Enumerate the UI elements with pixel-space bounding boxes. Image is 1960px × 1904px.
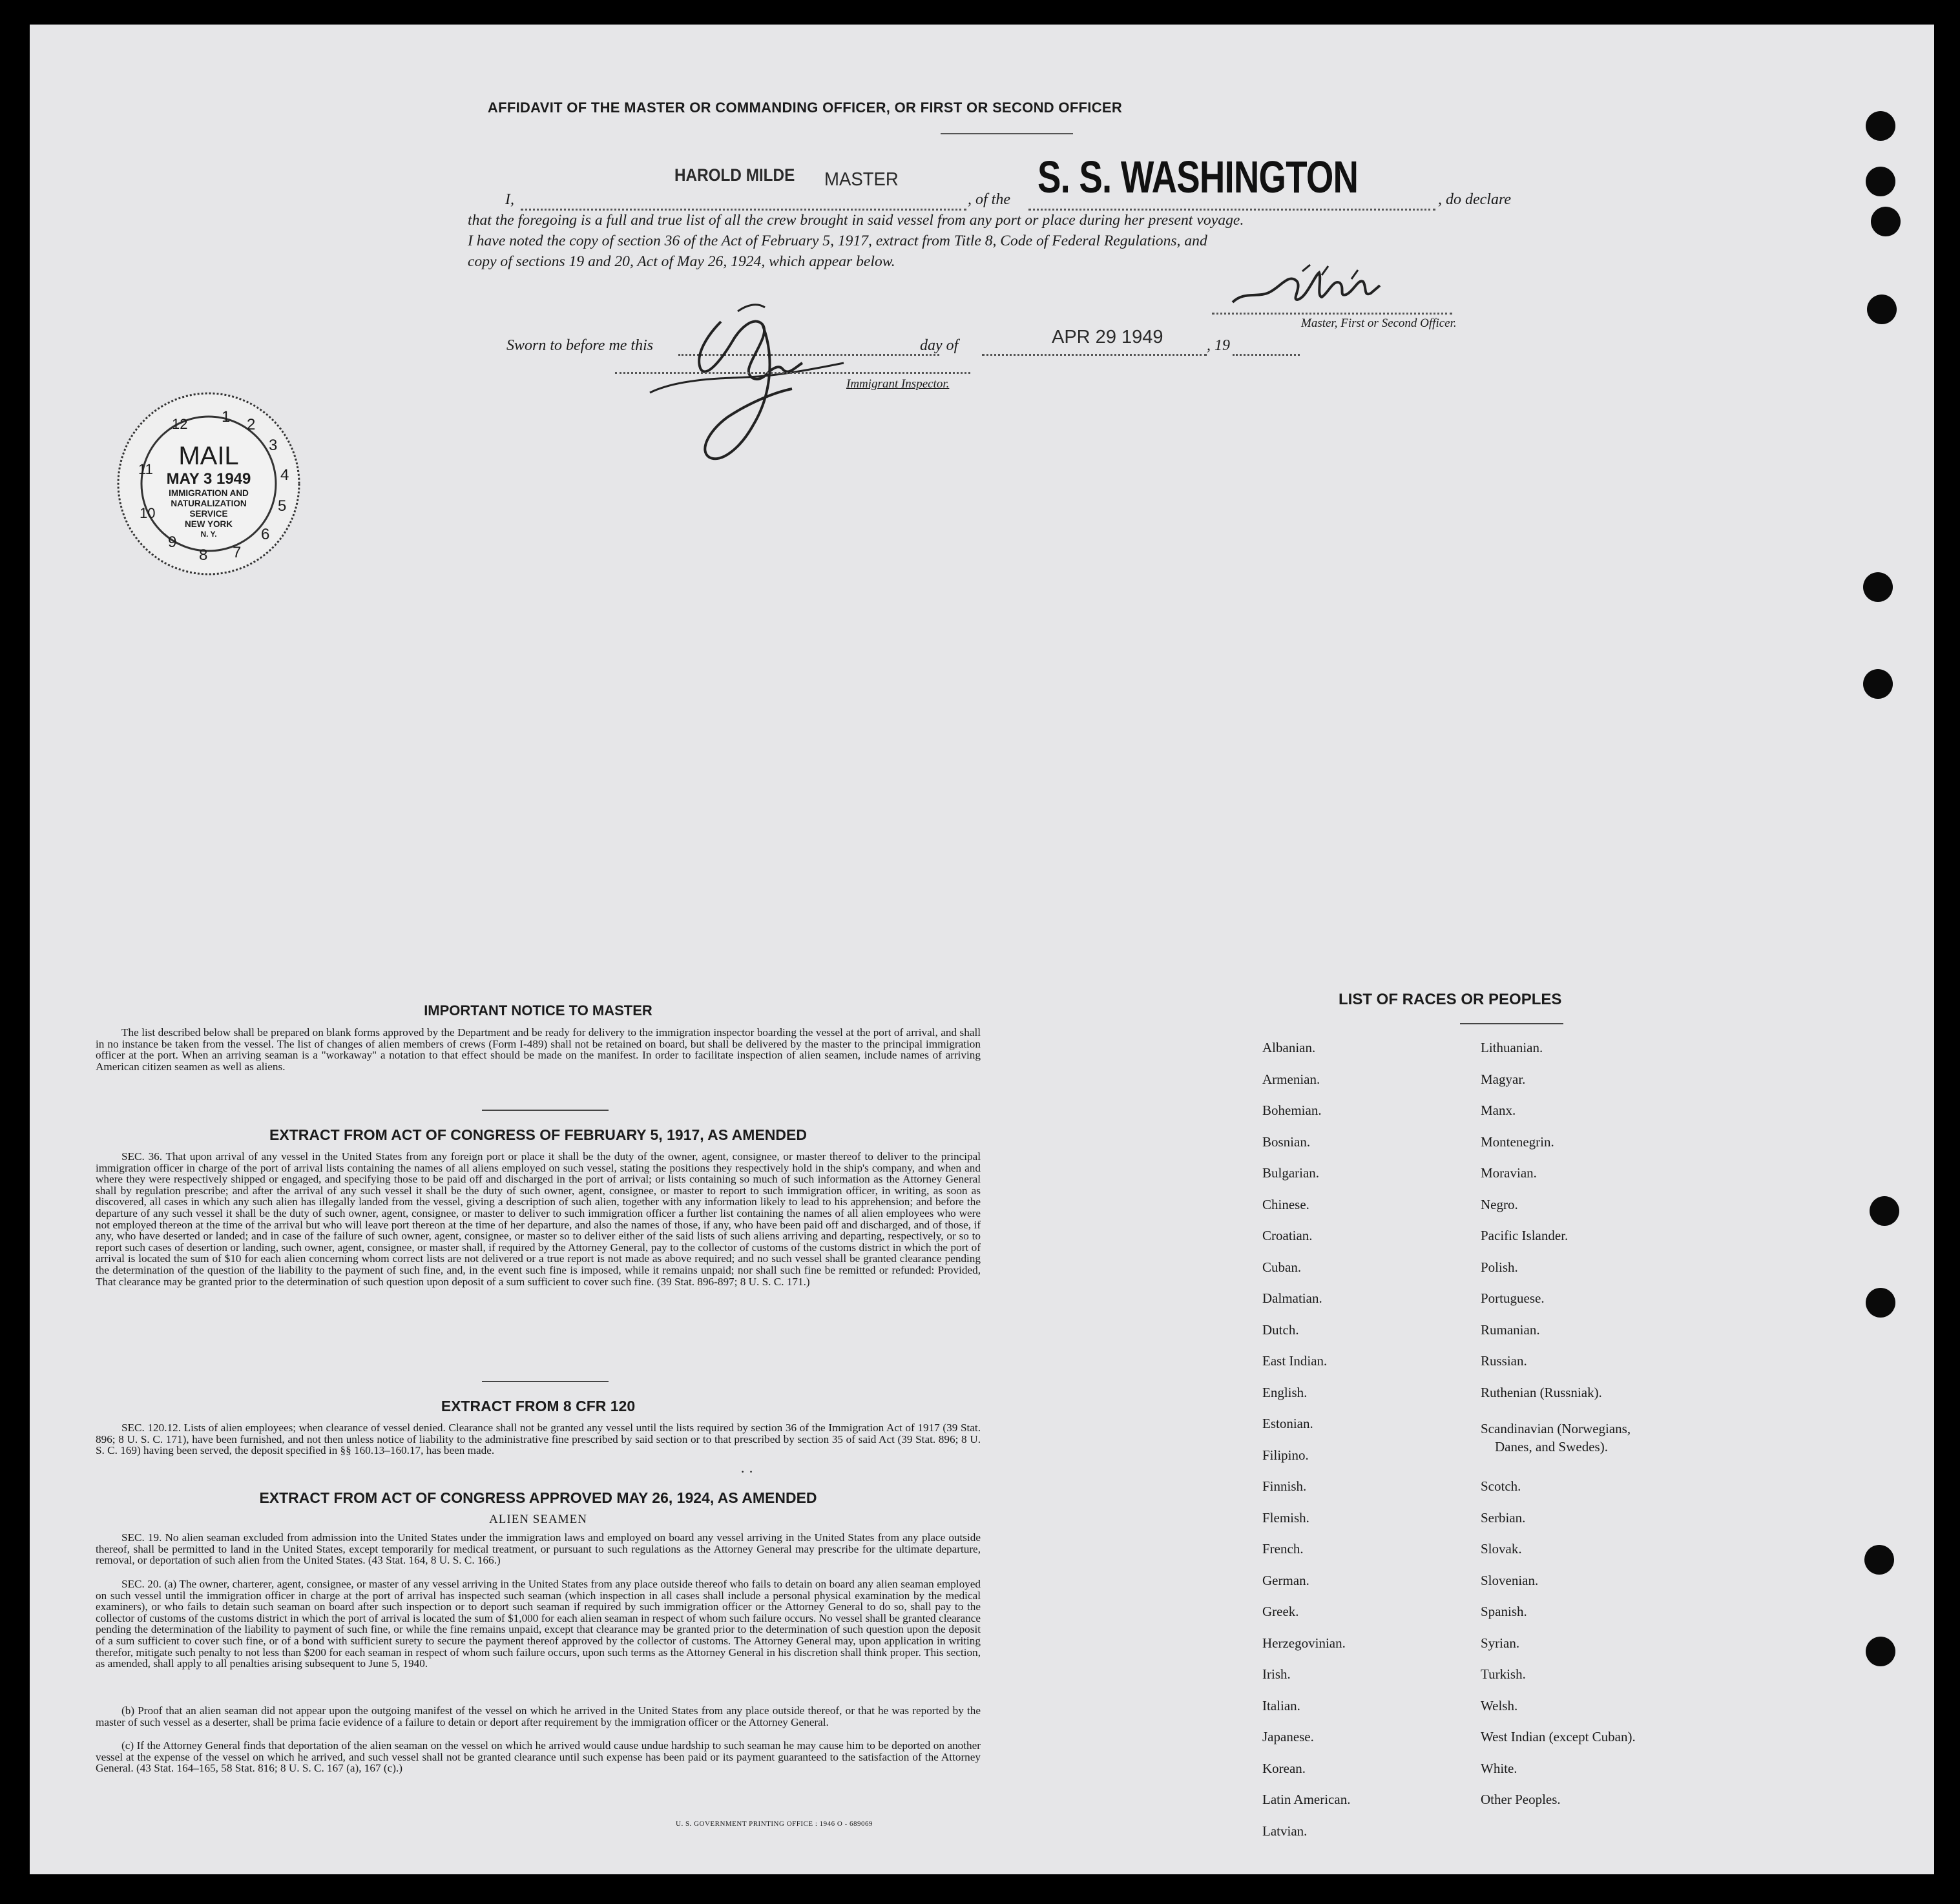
mail-received-stamp <box>115 390 302 577</box>
document-sheet <box>30 25 1934 1874</box>
race-item: Korean. <box>1262 1760 1306 1776</box>
stamp-ring-1: 1 <box>222 408 231 426</box>
stamp-ring-10: 10 <box>140 505 156 521</box>
stamp-ring-6: 6 <box>261 526 270 543</box>
notice-text: The list described below shall be prepared on blank forms approved by the Department and be ready for delivery to the immigration inspector boarding the vessel at the port of arrival, and shall in no instance be taken from the vessel. The list of changes of alien members of crews (Form I-489) shall not be retained on board, but shall be delivered by the master to the principal immigration officer at the port. When an arriving seaman is a "workaway" a notation to that effect should be made on the manifest. In order to facilitate inspection of alien seamen, include names of arriving American citizen seamen as well as aliens. <box>96 1026 981 1073</box>
race-item: Albanian. <box>1262 1040 1316 1055</box>
extract-1924-title: EXTRACT FROM ACT OF CONGRESS APPROVED MAY 26, 1924, AS AMENDED <box>259 1489 817 1506</box>
races-title: LIST OF RACES OR PEOPLES <box>1339 991 1562 1008</box>
race-item: Japanese. <box>1262 1729 1314 1744</box>
punch-hole <box>1863 669 1893 699</box>
races-divider <box>1460 1023 1563 1024</box>
stamp-ring-3: 3 <box>269 437 278 454</box>
race-item: Latvian. <box>1262 1823 1308 1839</box>
race-item: Dalmatian. <box>1262 1290 1322 1306</box>
race-item: English. <box>1262 1384 1308 1400</box>
extract-cfr-dots: · · <box>740 1464 754 1480</box>
date-line <box>982 354 1207 356</box>
race-item: Filipino. <box>1262 1447 1309 1463</box>
race-item: Magyar. <box>1481 1071 1526 1087</box>
races-left-column <box>1262 1040 1350 1854</box>
notice-title: IMPORTANT NOTICE TO MASTER <box>424 1002 652 1019</box>
race-item: Welsh. <box>1481 1697 1518 1713</box>
name-underline-top <box>941 133 1073 134</box>
stamp-ring-4: 4 <box>280 466 289 484</box>
race-item: Greek. <box>1262 1604 1299 1619</box>
stamp-title: MAIL <box>178 442 239 470</box>
vessel-name: S. S. WASHINGTON <box>1037 152 1359 202</box>
race-item: Cuban. <box>1262 1259 1302 1275</box>
extract-1924-sec20b: (b) Proof that an alien seaman did not appear upon the outgoing manifest of the vessel on which he arrived in the United States from any place outside thereof, or that he was reported by the master of such vessel as a deserter, shall be prima facie evidence of a failure to detain or deport after requirement by the immigration officer or the Attorney General. <box>96 1704 981 1728</box>
race-item: Portuguese. <box>1481 1290 1545 1306</box>
extract-1924-sec20a: SEC. 20. (a) The owner, charterer, agent, consignee, or master of any vessel arriving in the United States from any place outside thereof who fails to detain on board any alien seaman employed on such vessel until the immigration officer in charge at the port of arrival has inspected such seaman (which inspection in all cases shall include a personal physical examination by the medical examiners), or who fails to detain such seaman on board after such inspection or to deport such seaman if required by such immigration officer or the Attorney General to do so, shall pay to the collector of customs of the customs district in which the port of arrival is located the sum of $1,000 for each alien seaman in respect of whom such failure occurs. No vessel shall be granted clearance pending the determination of the liability to payment of such fine, or while the fine remains unpaid, except that clearance may be granted prior to the determination of such question upon the deposit of a sum sufficient to cover such fine, or of a bond with sufficient surety to secure the payment thereof approved by the collector of customs. The Attorney General may, upon application in writing therefor, mitigate such penalty to not less than $200 for each seaman in respect of whom such failure occurs, upon such terms as the Attorney General in his discretion shall think proper. This section, as amended, shall apply to all penalties arising subsequent to June 5, 1940. <box>96 1578 981 1670</box>
race-item: Scotch. <box>1481 1478 1521 1494</box>
printing-office-footer: U. S. GOVERNMENT PRINTING OFFICE : 1946 O - 689069 <box>676 1820 873 1828</box>
punch-hole <box>1863 572 1893 602</box>
stamp-ring-7: 7 <box>233 544 242 561</box>
race-item: Spanish. <box>1481 1604 1527 1619</box>
year-prefix: , 19 <box>1207 337 1230 354</box>
master-caption: Master, First or Second Officer. <box>1301 316 1457 330</box>
stamp-ring-5: 5 <box>278 497 287 515</box>
stamp-ring-8: 8 <box>199 546 208 564</box>
punch-hole <box>1871 207 1901 236</box>
punch-hole <box>1867 295 1897 324</box>
extract-1924-sec20c: (c) If the Attorney General finds that deportation of the alien seaman on the vessel on which he arrived would cause undue hardship to such seaman he may cause him to be deported on another vessel at the expense of the vessel on which he arrived, and such vessel shall not be granted clearance until such expense has been paid or its payment guaranteed to the satisfaction of the Attorney General. (43 Stat. 164–165, 58 Stat. 816; 8 U. S. C. 167 (a), 167 (c).) <box>96 1739 981 1775</box>
race-item: Turkish. <box>1481 1666 1526 1682</box>
extract-cfr-title: EXTRACT FROM 8 CFR 120 <box>441 1398 636 1414</box>
inspector-caption: Immigrant Inspector. <box>846 377 950 391</box>
officer-name-line <box>521 209 966 211</box>
stamp-ring-9: 9 <box>168 533 177 551</box>
extract-1924-sec19: SEC. 19. No alien seaman excluded from admission into the United States under the immigration laws and employed on board any vessel arriving in the United States from any place outside thereof, shall be permitted to land in the United States, except temporarily for medical treatment, or pursuant to such regulations as the Attorney General may prescribe for the ultimate departure, removal, or deportation of such alien from the United States. (43 Stat. 164, 8 U. S. C. 166.) <box>96 1531 981 1567</box>
race-item: Latin American. <box>1262 1792 1351 1807</box>
race-item: Montenegrin. <box>1481 1133 1554 1150</box>
notice-divider <box>482 1110 609 1111</box>
race-item: German. <box>1262 1572 1309 1588</box>
race-item: Dutch. <box>1262 1321 1299 1338</box>
stamp-ring-11: 11 <box>138 461 153 477</box>
stamp-ring-12: 12 <box>172 416 188 432</box>
sworn-label: Sworn to before me this <box>506 337 654 354</box>
punch-hole <box>1866 1637 1895 1666</box>
race-item: West Indian (except Cuban). <box>1481 1729 1636 1744</box>
race-item: Italian. <box>1262 1697 1300 1713</box>
race-item: Moravian. <box>1481 1165 1537 1181</box>
of-the-label: , of the <box>968 191 1010 208</box>
race-item: Slovenian. <box>1481 1572 1539 1588</box>
affidavit-heading: AFFIDAVIT OF THE MASTER OR COMMANDING OFFICER, OR FIRST OR SECOND OFFICER <box>487 99 1123 116</box>
race-item: Pacific Islander. <box>1481 1228 1569 1243</box>
stamp-line2: NATURALIZATION <box>171 499 247 508</box>
punch-hole <box>1870 1196 1899 1226</box>
stamp-line5: N. Y. <box>200 530 217 539</box>
race-item: Bosnian. <box>1262 1133 1311 1150</box>
race-item: Bulgarian. <box>1262 1165 1320 1181</box>
race-item: Negro. <box>1481 1196 1518 1212</box>
master-signature <box>1225 260 1432 318</box>
extract-1924-subtitle: ALIEN SEAMEN <box>489 1513 587 1526</box>
races-right-column <box>1481 1040 1636 1823</box>
race-item: East Indian. <box>1262 1353 1328 1369</box>
race-item: Russian. <box>1481 1353 1527 1369</box>
race-item: Flemish. <box>1262 1509 1309 1526</box>
stamp-line3: SERVICE <box>189 509 228 519</box>
extract-1917-text: SEC. 36. That upon arrival of any vessel in the United States from any foreign port or place it shall be the duty of the owner, agent, consignee, or master thereof to deliver to the principal immigration officer in charge of the port of arrival lists containing the names of all aliens employed on such vessel, stating the positions they respectively hold in the ship's company, and when and where they were respectively shipped or engaged, and specifying those to be paid off and discharged in the port of arrival; or lists containing so much of such information as the Attorney General shall by regulation prescribe; and after the arrival of any such vessel it shall be the duty of such owner, agent, consignee, or master to report to such immigration officer, in writing, as soon as discovered, all cases in which any such alien has illegally landed from the vessel, giving a description of such alien, together with any information likely to lead to his apprehension; and before the departure of any such vessel it shall be the duty of such owner, agent, consignee, or master to deliver to such immigration officer a further list containing the names of all alien employees who were not employed thereon at the time of the arrival but who will leave port thereon at the time of her departure, and also the names of those, if any, who have been paid off and discharged, and of those, if any, who have deserted or landed; and in case of the failure of such owner, agent, consignee, or master so to deliver either of the said lists of such aliens arriving and departing, respectively, or so to report such cases of desertion or landing, such owner, agent, consignee, or master shall, if required by the Attorney General, pay to the collector of customs of the customs district in which the port of arrival is located the sum of $10 for each alien concerning whom correct lists are not delivered or a true report is not made as above required; and no such vessel shall be granted clearance pending the determination of the question of the liability to the payment of such fine, and, in the event such fine is imposed, while it remains unpaid; nor shall such fine be remitted or refunded: Provided, That clearance may be granted prior to the determination of such question upon deposit of a sum sufficient to cover such fine. (39 Stat. 896-897; 8 U. S. C. 171.) <box>96 1150 981 1288</box>
race-item: Scandinavian (Norwegians, <box>1481 1421 1631 1436</box>
extract-cfr-text: SEC. 120.12. Lists of alien employees; when clearance of vessel denied. Clearance shall not be granted any vessel until the lists required by section 36 of the Immigration Act of 1917 (39 Stat. 896; 8 U. S. C. 171), have been furnished, and not then unless notice of liability to the administrative fine prescribed by said section or to that prescribed by section 35 of said Act (39 Stat. 896; 8 U. S. C. 169) having been served, the deposit specified in §§ 160.13–160.17, has been made. <box>96 1422 981 1457</box>
master-signature-line <box>1212 313 1452 315</box>
day-of-label: day of <box>920 337 959 354</box>
affidavit-body-line1: that the foregoing is a full and true list of all the crew brought in said vessel from any port or place during her present voyage. <box>468 212 1244 229</box>
race-item: Other Peoples. <box>1481 1792 1561 1807</box>
race-item: Croatian. <box>1262 1228 1313 1243</box>
do-declare-label: , do declare <box>1438 191 1512 208</box>
inspector-signature-line <box>615 372 970 374</box>
punch-hole <box>1866 1288 1895 1318</box>
race-item: Estonian. <box>1262 1416 1313 1431</box>
year-line <box>1233 354 1300 356</box>
race-item: Herzegovinian. <box>1262 1635 1346 1651</box>
officer-name: HAROLD MILDE <box>674 165 795 185</box>
punch-hole <box>1866 167 1895 196</box>
race-item: French. <box>1262 1541 1304 1557</box>
race-item: Serbian. <box>1481 1509 1526 1526</box>
punch-hole <box>1866 111 1895 141</box>
race-item: Slovak. <box>1481 1541 1522 1557</box>
stamp-line1: IMMIGRATION AND <box>169 488 249 498</box>
race-item: Lithuanian. <box>1481 1040 1543 1055</box>
race-item: White. <box>1481 1760 1517 1776</box>
sworn-date: APR 29 1949 <box>1052 327 1163 347</box>
race-item: Syrian. <box>1481 1635 1520 1651</box>
race-item: Manx. <box>1481 1102 1516 1118</box>
affidavit-i-label: I, <box>505 191 514 208</box>
affidavit-body-line2: I have noted the copy of section 36 of the Act of February 5, 1917, extract from Title 8, Code of Federal Regulations, and <box>468 233 1207 249</box>
race-item: Rumanian. <box>1481 1321 1540 1338</box>
vessel-line <box>1028 209 1435 211</box>
officer-rank: MASTER <box>824 169 899 190</box>
race-item: Irish. <box>1262 1666 1291 1682</box>
race-item: Danes, and Swedes). <box>1495 1439 1608 1454</box>
affidavit-body-line3: copy of sections 19 and 20, Act of May 26, 1924, which appear below. <box>468 253 895 270</box>
race-item: Chinese. <box>1262 1196 1309 1212</box>
extract-1917-divider <box>482 1381 609 1382</box>
race-item: Ruthenian (Russniak). <box>1481 1384 1602 1400</box>
race-item: Polish. <box>1481 1259 1518 1275</box>
punch-hole <box>1864 1545 1894 1575</box>
race-item: Armenian. <box>1262 1071 1320 1087</box>
race-item: Bohemian. <box>1262 1102 1322 1118</box>
extract-1917-title: EXTRACT FROM ACT OF CONGRESS OF FEBRUARY 5, 1917, AS AMENDED <box>269 1126 807 1143</box>
inspector-signature <box>624 296 863 477</box>
stamp-date: MAY 3 1949 <box>166 470 251 488</box>
race-item: Finnish. <box>1262 1478 1307 1494</box>
stamp-line4: NEW YORK <box>184 519 233 529</box>
stamp-ring-2: 2 <box>247 416 256 433</box>
